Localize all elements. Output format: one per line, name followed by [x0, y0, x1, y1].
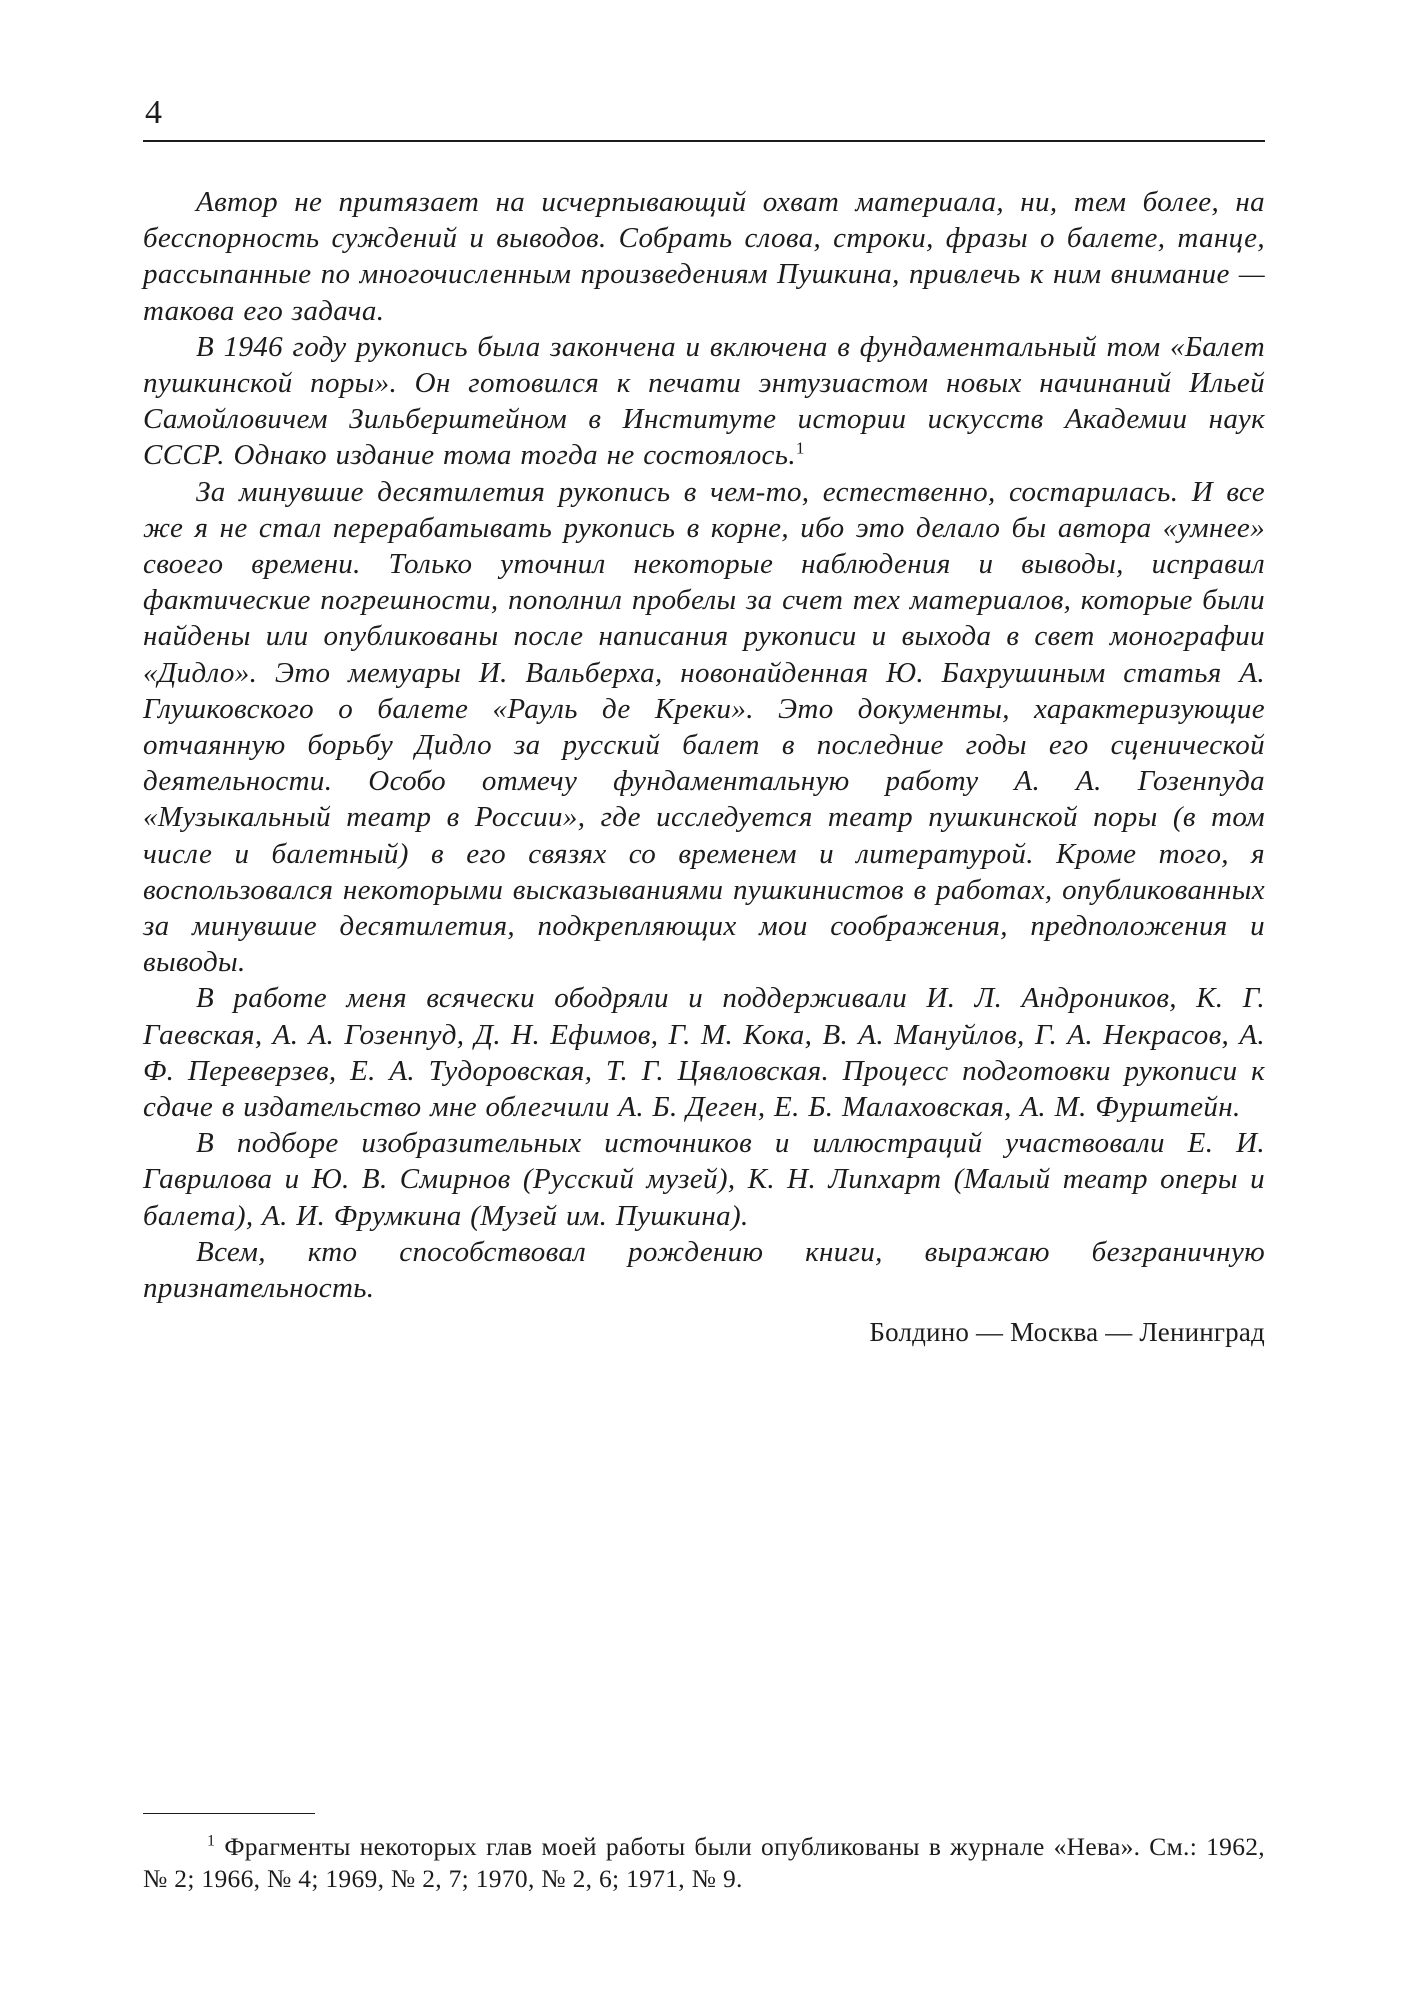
paragraph-gratitude: Всем, кто способствовал рождению книги, выражаю безграничную признательность. — [143, 1235, 1265, 1305]
footnote — [143, 1831, 1265, 1895]
footnote-marker: 1 — [207, 1832, 216, 1850]
paragraph-illustrations: В подборе изобразительных источников и иллюстраций участвовали Е. И. Гаврилова и Ю. В. Смирнов (Русский музей), К. Н. Липхарт (Малый театр оперы и балета), А. И. Фрумкина (Музей им. Пушкина). — [143, 1127, 1265, 1232]
footnote-rule — [143, 1813, 315, 1814]
paragraph-revisions: За минувшие десятилетия рукопись в чем-то, естественно, состарилась. И все же я не стал перерабатывать рукопись в корне, ибо это делало бы автора «умнее» своего времени. Только уточнил некоторые наблюдения и выводы, исправил фактические погрешности, пополнил пробелы за счет тех материалов, которые были найдены или опубликованы после написания рукописи и выхода в свет монографии «Дидло». Это мемуары И. Вальберха, новонайденная Ю. Бахрушиным статья А. Глушковского о балете «Рауль де Креки». Это документы, характеризующие отчаянную борьбу Дидло за русский балет в последние годы его сценической деятельности. Особо отмечу фундаментальную работу А. А. Гозенпуда «Музыкальный театр в России», где исследуется театр пушкинской поры (в том числе и балетный) в его связях со временем и литературой. Кроме того, я воспользовался некоторыми высказываниями пушкинистов в работах, опубликованных за минувшие десятилетия, подкрепляющих мои соображения, предположения и выводы. — [143, 475, 1265, 979]
paragraph-scope: Автор не притязает на исчерпывающий охват материала, ни, тем более, на бесспорность суждений и выводов. Собрать слова, строки, фразы о балете, танце, рассыпанные по многочисленным произведениям Пушкина, привлечь к ним внимание — такова его задача. — [143, 186, 1265, 327]
page-number: 4 — [145, 94, 162, 131]
footnote-reference[interactable]: 1 — [795, 438, 805, 458]
paragraph-history-text: В 1946 году рукопись была закончена и включена в фундаментальный том «Балет пушкинской поры». Он готовился к печати энтузиастом новых начинаний Ильей Самойловичем Зильберштейном в Институте истории искусств Академии наук СССР. Однако издание тома тогда не состоялось. — [143, 330, 1265, 472]
place-signature: Болдино — Москва — Ленинград — [869, 1317, 1265, 1348]
footnote-text: Фрагменты некоторых глав моей работы были опубликованы в журнале «Нева». См.: 1962, № 2; 1966, № 4; 1969, № 2, 7; 1970, № 2, 6; 1971, № 9. — [143, 1832, 1265, 1893]
paragraph-acknowledgements: В работе меня всячески ободряли и поддерживали И. Л. Андроников, К. Г. Гаевская, А. А. Гозенпуд, Д. Н. Ефимов, Г. М. Кока, В. А. Мануйлов, Г. А. Некрасов, А. Ф. Переверзев, Е. А. Тудоровская, Т. Г. Цявловская. Процесс подготовки рукописи к сдаче в издательство мне облегчили А. Б. Деген, Е. Б. Малаховская, А. М. Фурштейн. — [143, 982, 1265, 1124]
body-text — [143, 184, 1265, 1350]
paragraph-history — [143, 329, 1265, 474]
header-rule — [143, 140, 1265, 142]
